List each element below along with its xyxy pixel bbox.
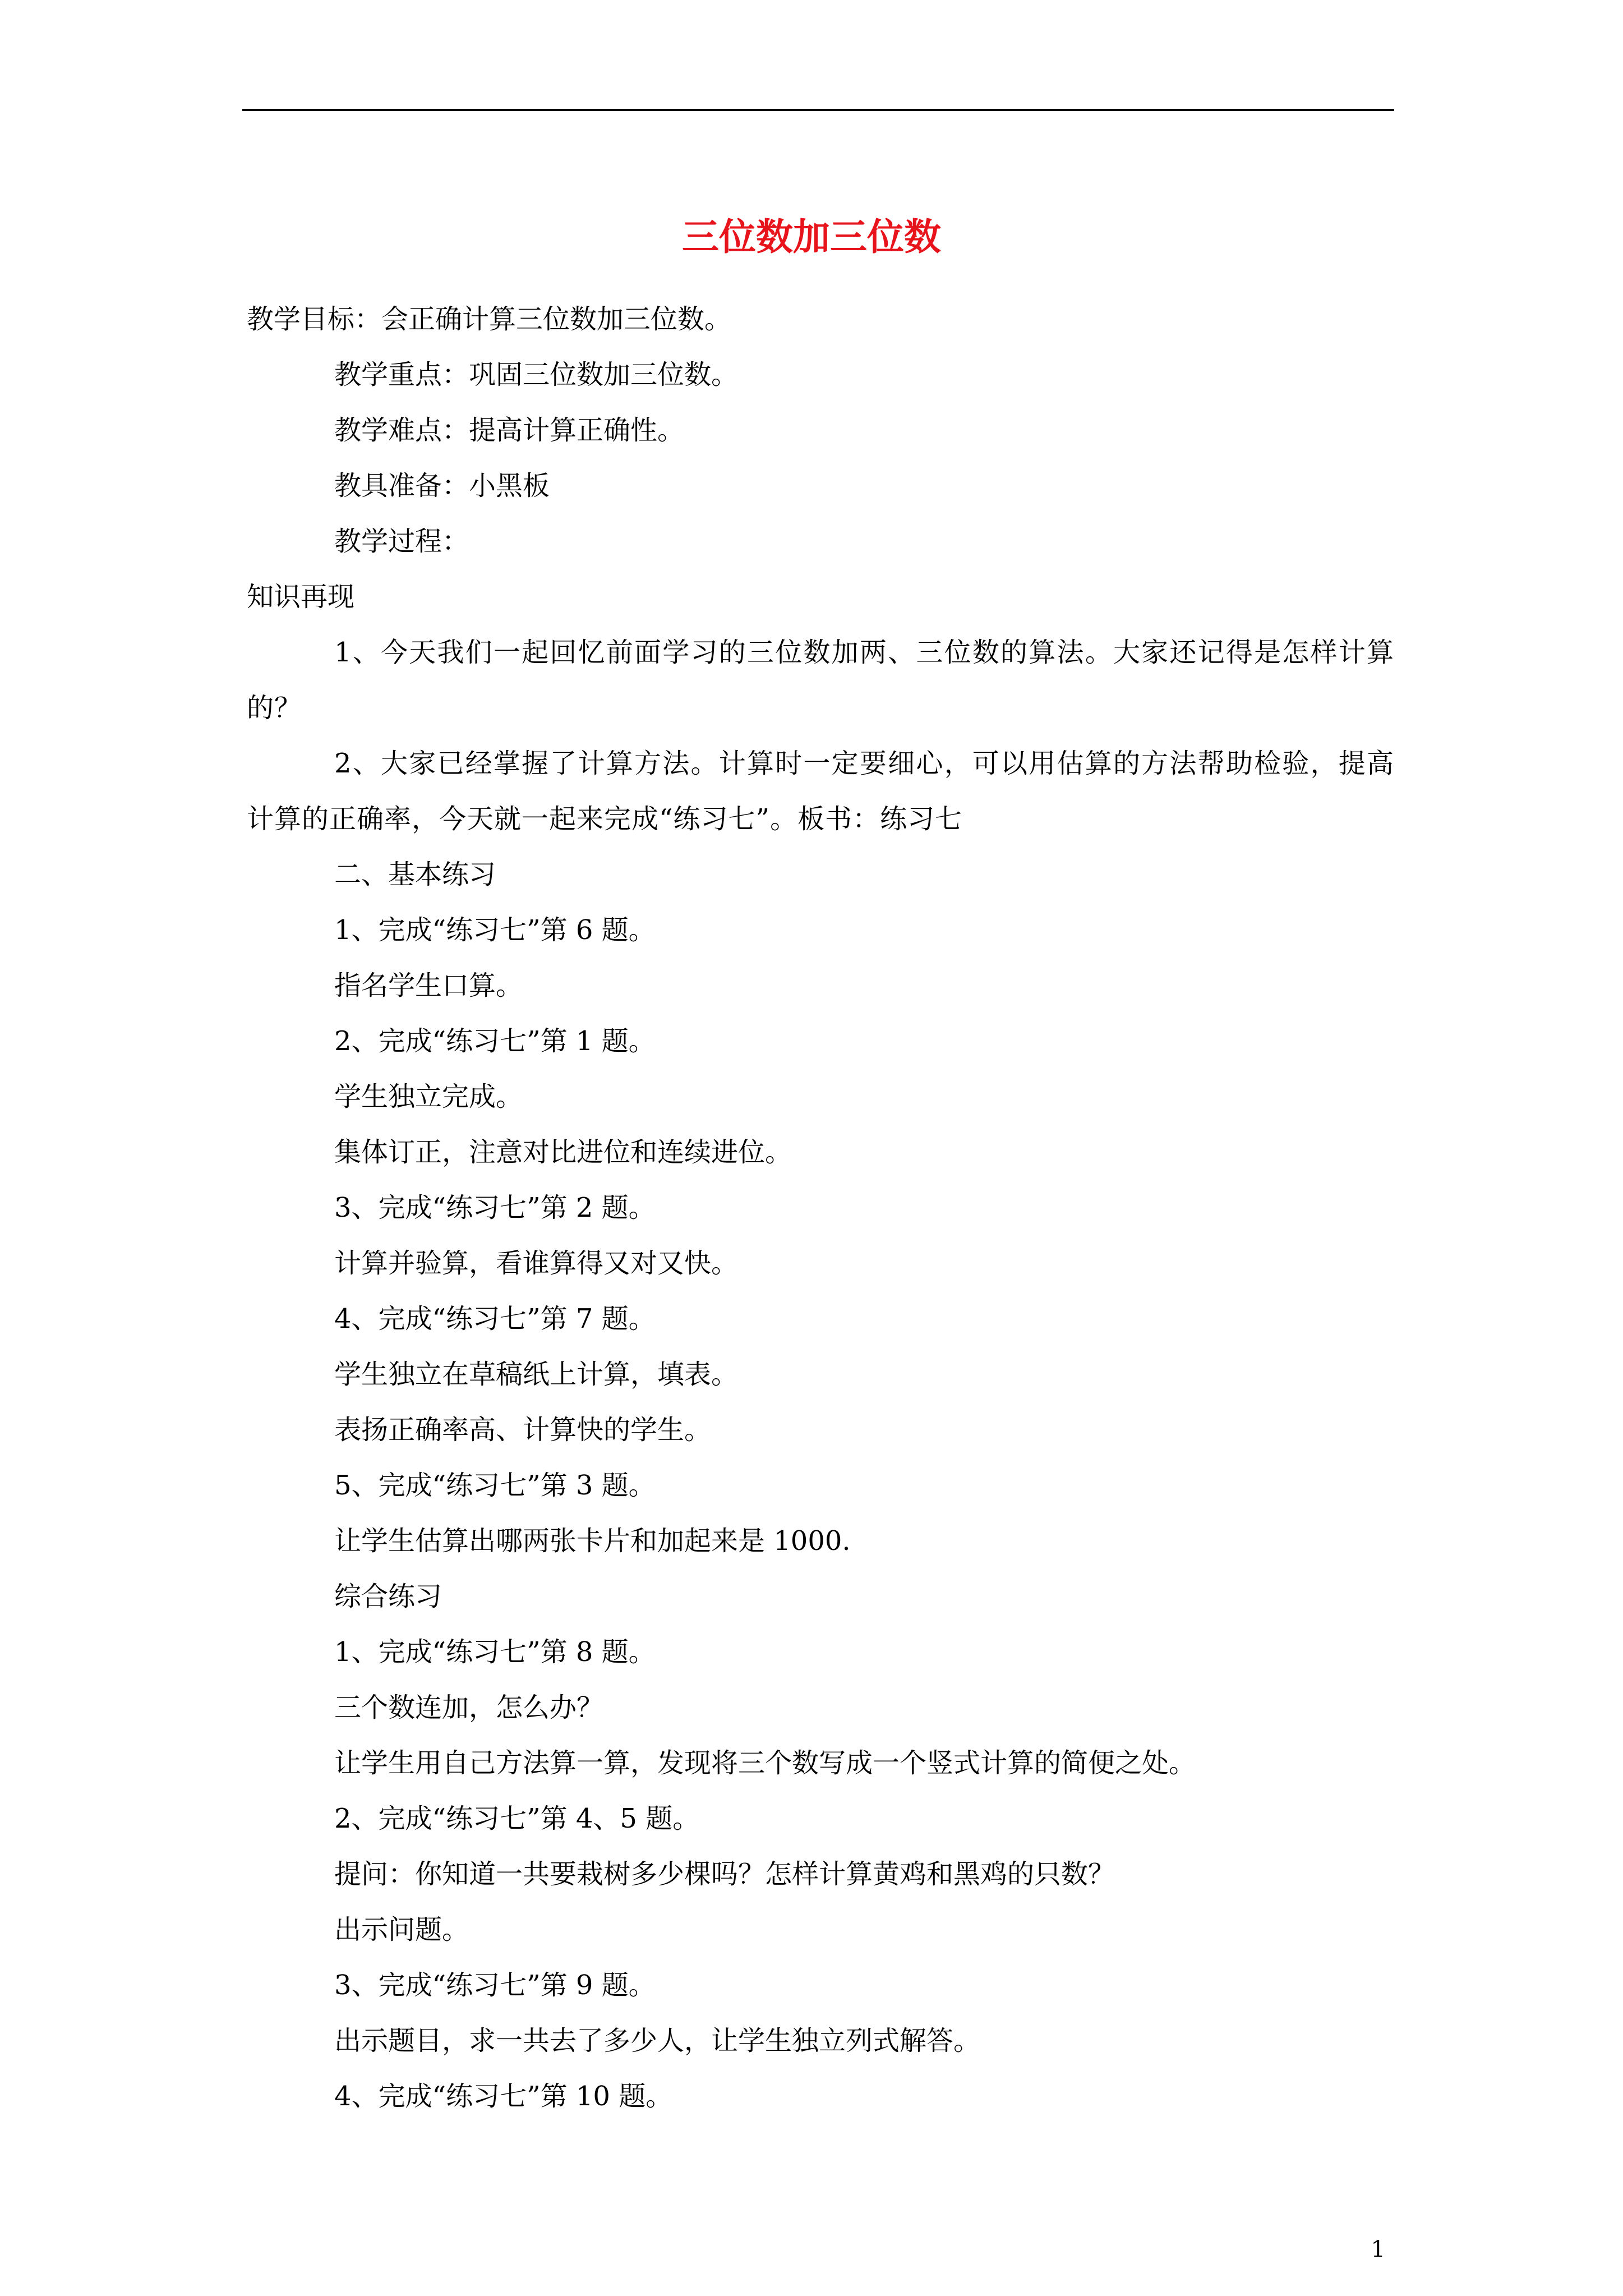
paragraph-review-2: 2、大家已经掌握了计算方法。计算时一定要细心，可以用估算的方法帮助检验，提高计算的正确率，今天就一起来完成“练习七”。板书：练习七 — [247, 748, 1394, 835]
page-number: 1 — [1371, 2237, 1385, 2262]
list-item: 指名学生口算。 — [334, 970, 523, 1001]
list-item: 集体订正，注意对比进位和连续进位。 — [334, 1137, 792, 1168]
section-heading-comprehensive-practice: 综合练习 — [334, 1581, 442, 1612]
section-heading-review: 知识再现 — [247, 581, 355, 613]
list-item: 4、完成“练习七”第 7 题。 — [334, 1303, 656, 1335]
list-item: 让学生用自己方法算一算，发现将三个数写成一个竖式计算的简便之处。 — [334, 1747, 1196, 1779]
list-item: 5、完成“练习七”第 3 题。 — [334, 1470, 656, 1501]
list-item: 表扬正确率高、计算快的学生。 — [334, 1414, 712, 1446]
teaching-goal-line: 教学目标：会正确计算三位数加三位数。 — [247, 303, 732, 335]
list-item: 2、完成“练习七”第 4、5 题。 — [334, 1803, 700, 1834]
list-item: 学生独立在草稿纸上计算，填表。 — [334, 1359, 739, 1390]
list-item: 计算并验算，看谁算得又对又快。 — [334, 1248, 739, 1279]
list-item: 让学生估算出哪两张卡片和加起来是 1000. — [334, 1525, 851, 1557]
list-item: 提问：你知道一共要栽树多少棵吗？怎样计算黄鸡和黑鸡的只数？ — [334, 1858, 1115, 1890]
teaching-process-line: 教学过程： — [334, 526, 469, 557]
list-item: 1、完成“练习七”第 6 题。 — [334, 914, 656, 946]
list-item: 3、完成“练习七”第 2 题。 — [334, 1192, 656, 1223]
section-heading-basic-practice: 二、基本练习 — [334, 859, 496, 890]
list-item: 2、完成“练习七”第 1 题。 — [334, 1025, 656, 1057]
header-rule — [242, 109, 1394, 111]
list-item: 1、完成“练习七”第 8 题。 — [334, 1636, 656, 1668]
list-item: 4、完成“练习七”第 10 题。 — [334, 2081, 673, 2112]
document-body — [247, 292, 1394, 2124]
paragraph-review-1: 1、今天我们一起回忆前面学习的三位数加两、三位数的算法。大家还记得是怎样计算的？ — [247, 637, 1394, 724]
list-item: 出示问题。 — [334, 1914, 469, 1945]
teaching-difficulty-line: 教学难点：提高计算正确性。 — [334, 415, 685, 446]
list-item: 3、完成“练习七”第 9 题。 — [334, 1970, 656, 2001]
teaching-aids-line: 教具准备：小黑板 — [334, 470, 550, 501]
list-item: 三个数连加，怎么办？ — [334, 1692, 604, 1723]
teaching-focus-line: 教学重点：巩固三位数加三位数。 — [334, 359, 739, 390]
document-title: 三位数加三位数 — [682, 215, 941, 259]
list-item: 出示题目，求一共去了多少人，让学生独立列式解答。 — [334, 2025, 981, 2056]
list-item: 学生独立完成。 — [334, 1081, 523, 1112]
